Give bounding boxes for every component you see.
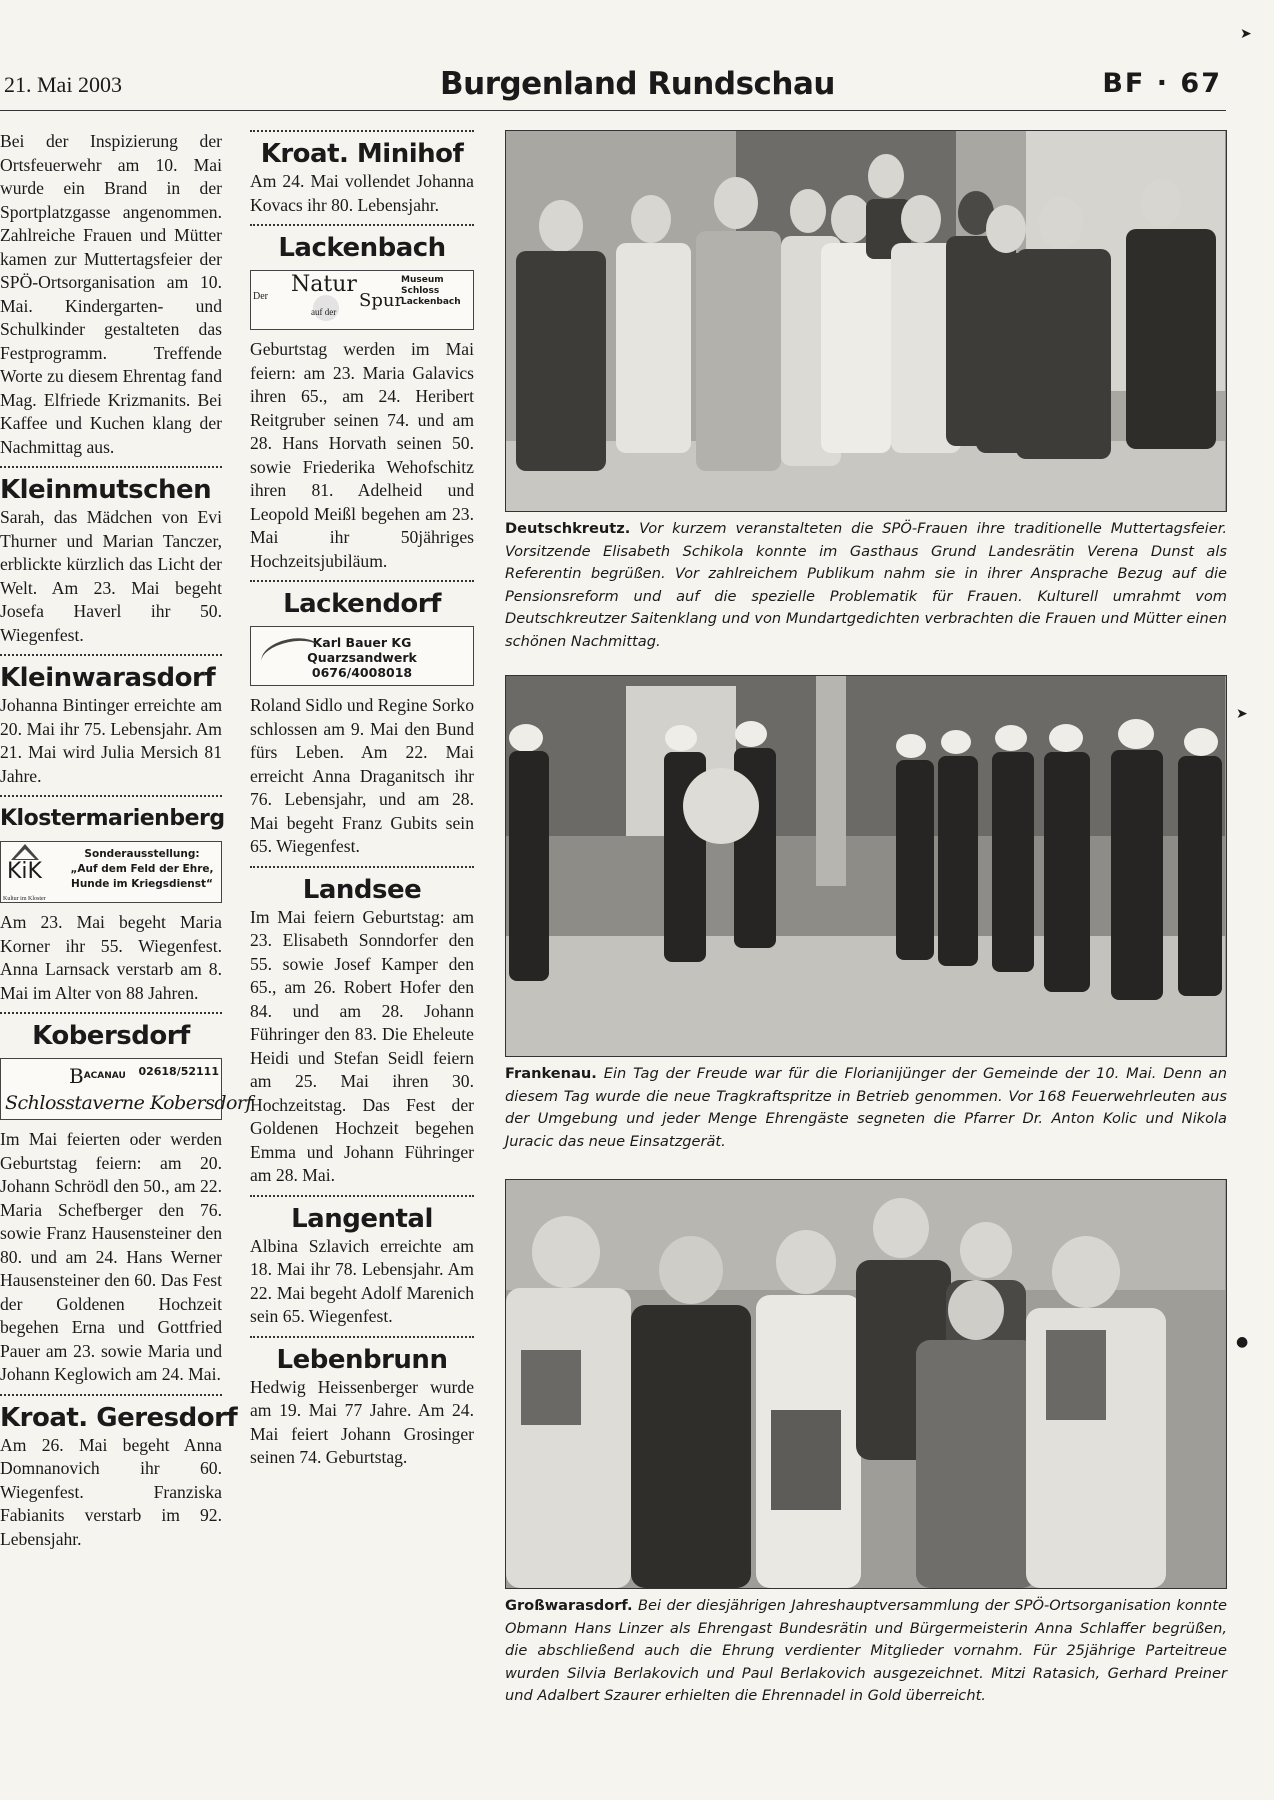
section-title: Landsee	[302, 874, 422, 905]
newspaper-title: Burgenland Rundschau	[440, 66, 835, 102]
section-title: Lackenbach	[278, 233, 446, 263]
caption-place: Großwarasdorf.	[505, 1597, 633, 1614]
caption-place: Deutschkreutz.	[505, 520, 631, 537]
divider	[0, 1012, 222, 1014]
page-margin-mark: ●	[1236, 1334, 1249, 1350]
section-text: Am 24. Mai vollendet Johanna Kovacs ihr 80. Lebensjahr.	[250, 171, 474, 215]
ad-script-name: Schlosstaverne Kobersdorf	[5, 1092, 253, 1114]
divider	[0, 466, 222, 468]
intro-paragraph: Bei der Inspizierung der Ortsfeuerwehr am 10. Mai wurde ein Brand in der Sportplatzgasse angenommen. Zahlreiche Frauen und Mütter kamen zur Muttertagsfeier der SPÖ-Ortsorganisation am 10. Mai. Kindergarten- und Schulkinder gestalteten das Festprogramm. Treffende Worte zu diesem Ehrentag fand Mag. Elfriede Krizmanits. Bei Kaffee und Kuchen klang der Nachmittag aus.	[0, 131, 222, 457]
section-title: Kroat. Geresdorf	[0, 1402, 238, 1433]
divider	[250, 224, 474, 226]
photo-deutschkreutz	[505, 130, 1227, 512]
section-title: Lackendorf	[283, 589, 441, 619]
advertisement-natur: Der Natur auf der Spur Museum Schloss Lackenbach	[250, 270, 474, 330]
section-title: Kleinwarasdorf	[0, 663, 216, 693]
divider	[0, 1394, 222, 1396]
caption-body: Bei der diesjährigen Jahreshauptversammlung der SPÖ-Ortsorganisation konnte Obmann Hans Linzer als Ehrengast Bundesrätin und Bürgermeisterin Anna Schlaffer begrüßen, die abschließend auch die Ehrung verdienter Mitglieder vornahm. Für 25jährige Parteitreue wurden Silvia Berlakovich und Paul Berlakovich ausgezeichnet. Mitzi Ratasich, Gerhard Preiner und Adalbert Szaurer erhielten die Ehrennadel in Gold überreicht.	[505, 1597, 1228, 1704]
caption-body: Ein Tag der Freude war für die Florianijünger der Gemeinde der 10. Mai. Denn an diesem Tag wurde die neue Tragkraftspritze in Betrieb genommen. Vor 168 Feuerwehrleuten aus der Umgebung und jeder Menge Ehrengäste segneten die Pfarrer Dr. Anton Kolic und Nikola Juracic das neue Einsatzgerät.	[505, 1065, 1228, 1150]
divider	[0, 654, 222, 656]
section-text: Im Mai feierten oder werden Geburtstag feiern: am 20. Johann Schrödl den 50., am 22. Maria Schefberger den 76. sowie Franz Hausensteiner den 80. und am 24. Hans Werner Hausensteiner den 60. Das Fest der Goldenen Hochzeit begehen Erna und Gottfried Pauer am 23. sowie Maria und Johann Keglowich am 24. Mai.	[0, 1129, 222, 1384]
section-title: Langental	[291, 1203, 433, 1234]
section-title: Kleinmutschen	[0, 475, 212, 505]
page-margin-mark: ➤	[1236, 706, 1248, 722]
section-text: Am 26. Mai begeht Anna Domnanovich ihr 60. Wiegenfest. Franziska Fabianits verstarb im 92. Lebensjahr.	[0, 1434, 222, 1549]
section-text: Am 23. Mai begeht Maria Korner ihr 55. Wiegenfest. Anna Larnsack verstarb am 8. Mai im Alter von 88 Jahren.	[0, 912, 222, 1003]
ad-brand: $B^{ACANAU}$	[69, 1064, 126, 1088]
photo-grosswarasdorf	[505, 1179, 1227, 1589]
kik-logo: KiK	[7, 859, 42, 884]
advertisement-bauer: Karl Bauer KG Quarzsandwerk 0676/4008018	[250, 626, 474, 686]
column-2	[250, 130, 474, 1470]
section-text: Geburtstag werden im Mai feiern: am 23. Maria Galavics ihren 65., am 24. Heribert Reitgruber seinen 74. und am 28. Hans Horvath seinen 50. sowie Friederika Wehofschitz ihren 81. Adelheid und Leopold Meißl begehen am 23. Mai ihr 50jähriges Hochzeitsjubiläum.	[250, 339, 474, 571]
photo-caption	[505, 1063, 1227, 1153]
section-text: Im Mai feiern Geburtstag: am 23. Elisabeth Sonndorfer den 55. sowie Josef Kamper den 65., am 26. Robert Hofer den 84. und am 28. Johann Führinger den 83. Die Eheleute Heidi und Stefan Seidl feiern am 25. Mai ihren 30. Hochzeitstag. Das Fest der Goldenen Hochzeit begehen Emma und Johann Führinger am 28. Mai.	[250, 906, 474, 1185]
section-text: Johanna Bintinger erreichte am 20. Mai ihr 75. Lebensjahr. Am 21. Mai wird Julia Mersich 81 Jahre.	[0, 695, 222, 786]
photo-frankenau	[505, 675, 1227, 1057]
section-title: Lebenbrunn	[276, 1344, 448, 1375]
divider	[0, 795, 222, 797]
section-title: Kroat. Minihof	[260, 139, 464, 169]
ad-text: Sonderausstellung: „Auf dem Feld der Ehre, Hunde im Kriegsdienst“	[70, 848, 214, 890]
ad-museum: Museum Schloss Lackenbach	[401, 275, 461, 307]
page-margin-mark: ➤	[1240, 26, 1252, 42]
divider	[250, 866, 474, 868]
page-number: BF · 67	[1102, 68, 1222, 99]
divider	[250, 1336, 474, 1338]
section-text: Albina Szlavich erreichte am 18. Mai ihr 78. Lebensjahr. Am 22. Mai begeht Adolf Marenich sein 65. Wiegenfest.	[250, 1235, 474, 1326]
divider	[250, 1195, 474, 1197]
advertisement-bacanau	[0, 1058, 253, 1120]
section-title: Klostermarienberg	[0, 806, 225, 831]
caption-body: Vor kurzem veranstalteten die SPÖ-Frauen ihre traditionelle Muttertagsfeier. Vorsitzende Elisabeth Schikola konnte im Gasthaus Grund Landesrätin Verena Dunst als Referentin begrüßen. Vor zahlreichem Publikum nahm sie in ihrer Ansprache Bezug auf die Pensionsreform und auf die spezielle Problematik für Frauen. Kulturell umrahmt vom Deutschkreutzer Saitenklang und von Mundartgedichten verbrachten die Frauen und Mütter einen schönen Nachmittag.	[505, 520, 1227, 650]
divider	[250, 130, 474, 132]
ad-phone: 02618/52111	[138, 1065, 219, 1078]
section-title: Kobersdorf	[32, 1021, 190, 1051]
divider	[250, 580, 474, 582]
caption-place: Frankenau.	[505, 1065, 597, 1082]
photo-caption	[505, 518, 1227, 653]
page-header	[0, 62, 1226, 111]
advertisement-kik	[0, 841, 222, 903]
section-text: Roland Sidlo und Regine Sorko schlossen am 9. Mai den Bund fürs Leben. Am 22. Mai erreicht Anna Draganitsch ihr 76. Lebensjahr, und am 28. Mai begeht Franz Gubits sein 65. Wiegenfest.	[250, 695, 474, 856]
section-text: Sarah, das Mädchen von Evi Thurner und Marian Tanczer, erblickte kürzlich das Licht der Welt. Am 23. Mai begeht Josefa Haverl ihr 50. Wiegenfest.	[0, 507, 222, 645]
column-3	[505, 130, 1227, 1708]
section-text: Hedwig Heissenberger wurde am 19. Mai 77 Jahre. Am 24. Mai feiert Johann Grosinger seinen 74. Geburtstag.	[250, 1376, 474, 1467]
ad-natur-word: Natur	[291, 272, 357, 297]
photo-caption	[505, 1595, 1227, 1708]
kik-logo-subtitle: Kultur im Kloster	[3, 896, 46, 902]
issue-date: 21. Mai 2003	[4, 72, 122, 97]
column-1	[0, 130, 253, 1551]
